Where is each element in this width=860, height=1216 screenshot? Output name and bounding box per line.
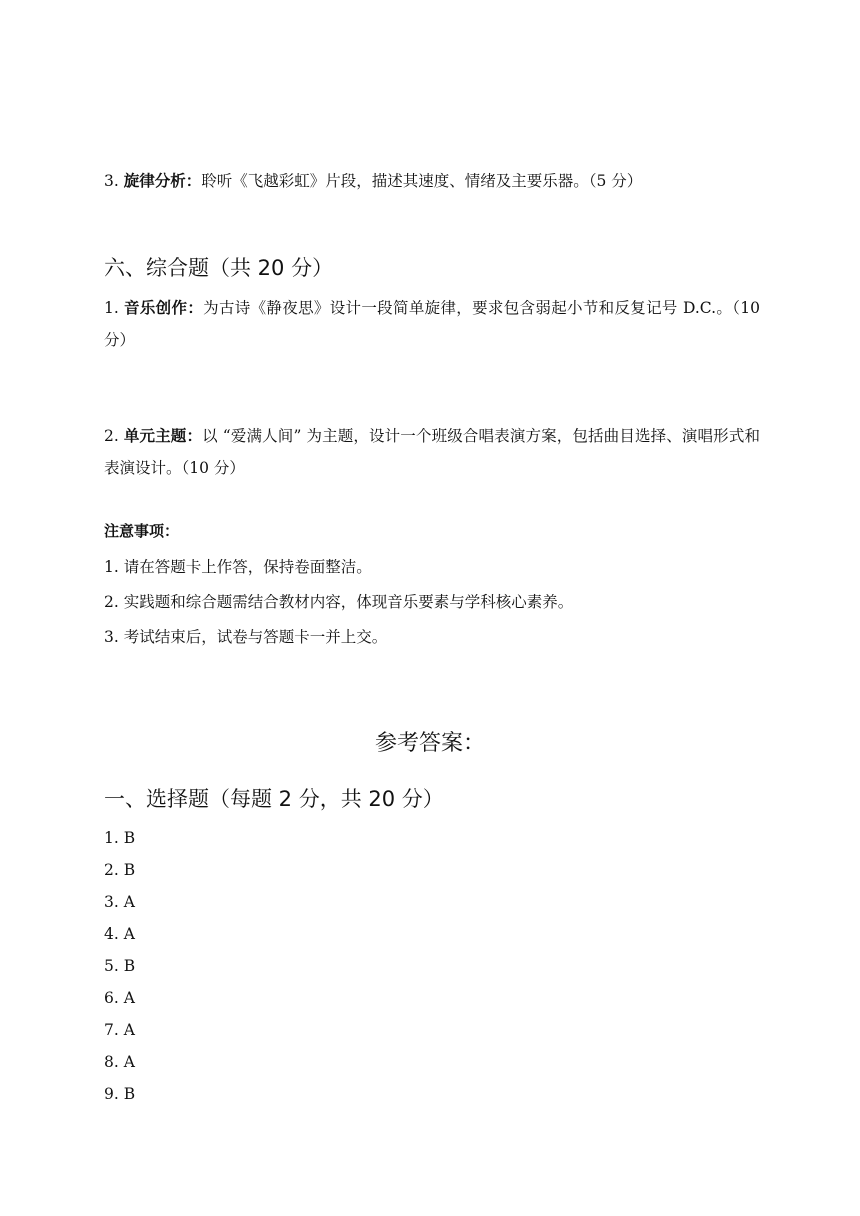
question-3 <box>104 171 760 191</box>
notes-title: 注意事项： <box>104 522 180 540</box>
answers-section-1-heading: 一、选择题（每题 2 分，共 20 分） <box>104 787 444 811</box>
question-3-number: 3. <box>104 172 119 190</box>
section-6-question-1-number: 1. <box>104 299 119 317</box>
answer-item: 8. A <box>104 1053 135 1071</box>
answer-item: 4. A <box>104 925 135 943</box>
answer-item: 6. A <box>104 989 135 1007</box>
section-6-question-2-text: 以 “爱满人间” 为主题，设计一个班级合唱表演方案，包括曲目选择、演唱形式和表演设计。（10 分） <box>104 427 760 477</box>
answer-item: 1. B <box>104 829 136 847</box>
answers-title: 参考答案： <box>374 731 485 756</box>
section-6-question-2-label: 单元主题： <box>123 427 203 445</box>
answer-item: 5. B <box>104 957 136 975</box>
note-item: 2. 实践题和综合题需结合教材内容，体现音乐要素与学科核心素养。 <box>104 593 574 611</box>
question-3-text: 聆听《飞越彩虹》片段，描述其速度、情绪及主要乐器。（5 分） <box>201 172 643 190</box>
answer-item: 7. A <box>104 1021 135 1039</box>
answer-item: 3. A <box>104 893 135 911</box>
answer-item: 9. B <box>104 1085 136 1103</box>
note-item: 1. 请在答题卡上作答，保持卷面整洁。 <box>104 558 372 576</box>
section-6-question-1 <box>104 292 760 356</box>
note-item: 3. 考试结束后，试卷与答题卡一并上交。 <box>104 628 388 646</box>
section-6-heading: 六、综合题（共 20 分） <box>104 256 334 280</box>
section-6-question-1-text: 为古诗《静夜思》设计一段简单旋律，要求包含弱起小节和反复记号 D.C.。（10 分） <box>104 299 760 349</box>
section-6-question-2-number: 2. <box>104 427 119 445</box>
answer-item: 2. B <box>104 861 136 879</box>
question-3-label: 旋律分析： <box>123 172 202 190</box>
section-6-question-1-label: 音乐创作： <box>124 299 204 317</box>
section-6-question-2 <box>104 420 760 484</box>
